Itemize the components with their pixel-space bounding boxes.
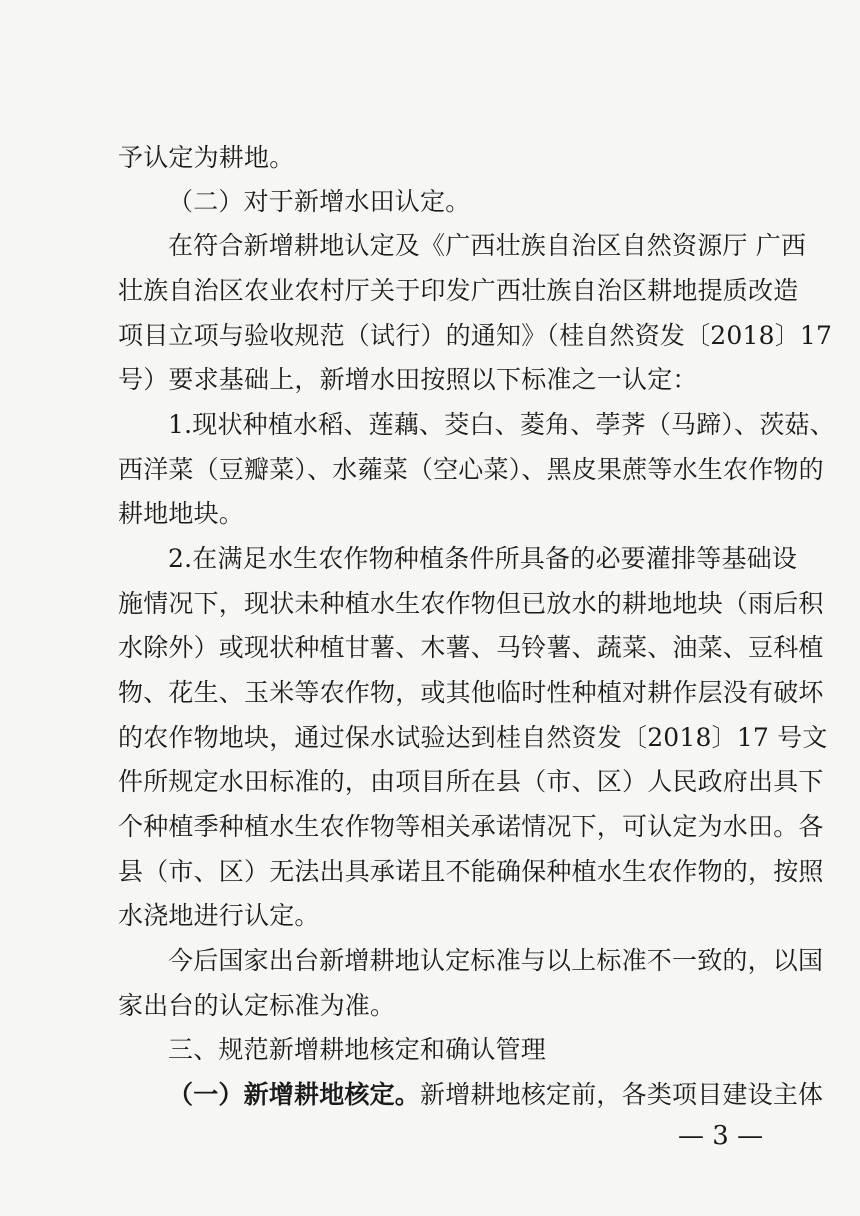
text-line: 西洋菜（豆瓣菜）、水蕹菜（空心菜）、黑皮果蔗等水生农作物的 [118,455,824,484]
text-line: 壮族自治区农业农村厅关于印发广西壮族自治区耕地提质改造 [118,276,799,305]
text-line: 水除外）或现状种植甘薯、木薯、马铃薯、蔬菜、油菜、豆科植 [118,633,824,662]
section-heading: 三、规范新增耕地核定和确认管理 [168,1035,547,1064]
text-line: 水浇地进行认定。 [118,901,320,930]
text-line: 件所规定水田标准的，由项目所在县（市、区）人民政府出具下 [118,767,824,796]
text-line: 个种植季种植水生农作物等相关承诺情况下，可认定为水田。各 [118,812,824,841]
text-line: 2.在满足水生农作物种植条件所具备的必要灌排等基础设 [168,544,798,573]
text-line: 家出台的认定标准为准。 [118,991,396,1020]
text-run: 新增耕地核定前，各类项目建设主体 [420,1080,824,1109]
section-heading: （二）对于新增水田认定。 [168,187,471,216]
text-line: 的农作物地块，通过保水试验达到桂自然资发〔2018〕17 号文 [118,723,828,752]
text-line: 今后国家出台新增耕地认定标准与以上标准不一致的，以国 [168,946,824,975]
text-line: 予认定为耕地。 [118,143,295,172]
page-number: — 3 — [678,1121,764,1151]
text-line [168,1079,824,1111]
text-line: 物、花生、玉米等农作物，或其他临时性种植对耕作层没有破坏 [118,678,824,707]
text-line: 项目立项与验收规范（试行）的通知》（桂自然资发〔2018〕17 [118,321,833,350]
text-line: 县（市、区）无法出具承诺且不能确保种植水生农作物的，按照 [118,857,824,886]
text-line: 1.现状种植水稻、莲藕、茭白、菱角、荸荠（马蹄）、茨菇、 [168,410,835,439]
text-line: 施情况下，现状未种植水生农作物但已放水的耕地地块（雨后积 [118,589,824,618]
subsection-title: （一）新增耕地核定。 [168,1080,421,1109]
text-line: 号）要求基础上，新增水田按照以下标准之一认定： [118,365,698,394]
text-line: 耕地地块。 [118,499,245,528]
text-line: 在符合新增耕地认定及《广西壮族自治区自然资源厅 广西 [168,231,807,260]
